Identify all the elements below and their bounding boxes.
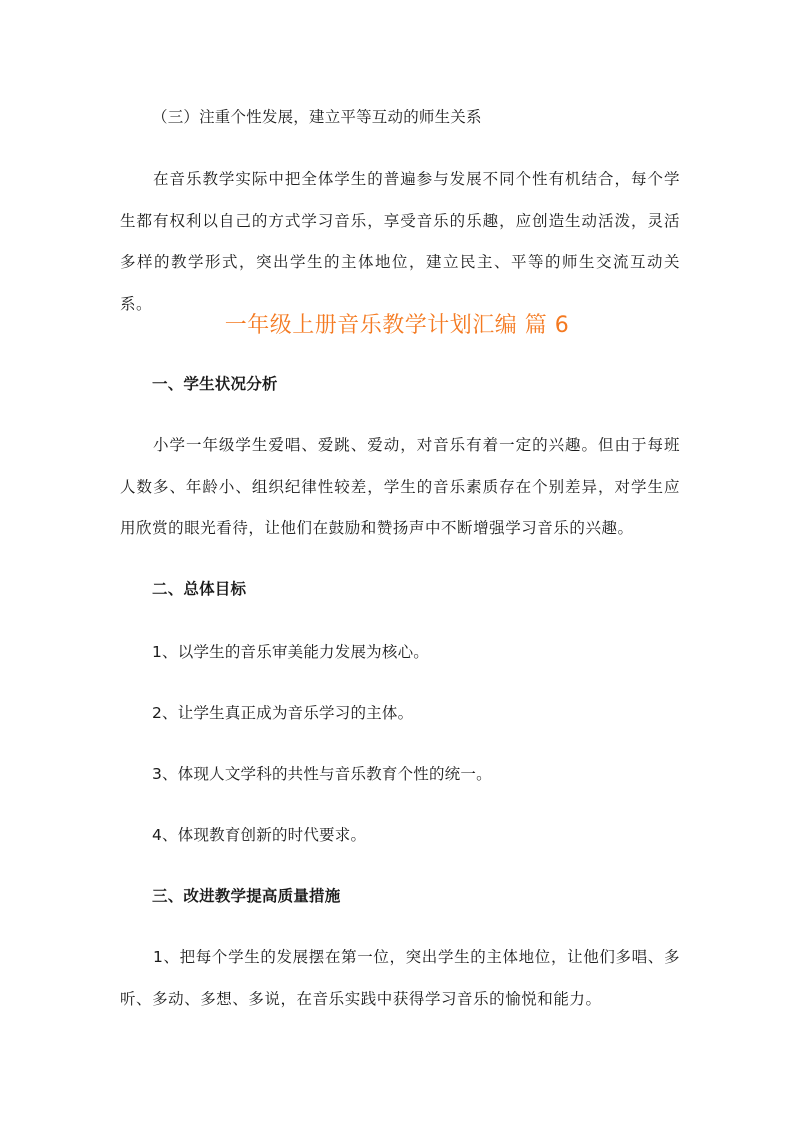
- section-heading-overall-goals: 二、总体目标: [152, 580, 247, 598]
- goal-item: 4、体现教育创新的时代要求。: [152, 826, 367, 844]
- goal-item: 1、以学生的音乐审美能力发展为核心。: [152, 643, 429, 661]
- goal-item: 3、体现人文学科的共性与音乐教育个性的统一。: [152, 765, 492, 783]
- goal-item: 2、让学生真正成为音乐学习的主体。: [152, 704, 414, 722]
- article-title: 一年级上册音乐教学计划汇编 篇 6: [224, 313, 570, 338]
- subsection-paragraph: 在音乐教学实际中把全体学生的普遍参与发展不同个性有机结合，每个学生都有权利以自己的方式学习音乐，享受音乐的乐趣，应创造生动活泼，灵活多样的教学形式，突出学生的主体地位，建立民主、平等的师生交流互动关系。: [120, 170, 680, 313]
- section-paragraph-improvement-measures: 1、把每个学生的发展摆在第一位，突出学生的主体地位，让他们多唱、多听、多动、多想、多说，在音乐实践中获得学习音乐的愉悦和能力。: [120, 948, 680, 1008]
- section-paragraph-student-analysis: 小学一年级学生爱唱、爱跳、爱动，对音乐有着一定的兴趣。但由于每班人数多、年龄小、组织纪律性较差，学生的音乐素质存在个别差异，对学生应用欣赏的眼光看待，让他们在鼓励和赞扬声中不断增强学习音乐的兴趣。: [120, 436, 680, 537]
- section-heading-improvement-measures: 三、改进教学提高质量措施: [152, 887, 341, 905]
- subsection-heading: （三）注重个性发展，建立平等互动的师生关系: [152, 108, 482, 126]
- section-heading-student-analysis: 一、学生状况分析: [152, 375, 278, 393]
